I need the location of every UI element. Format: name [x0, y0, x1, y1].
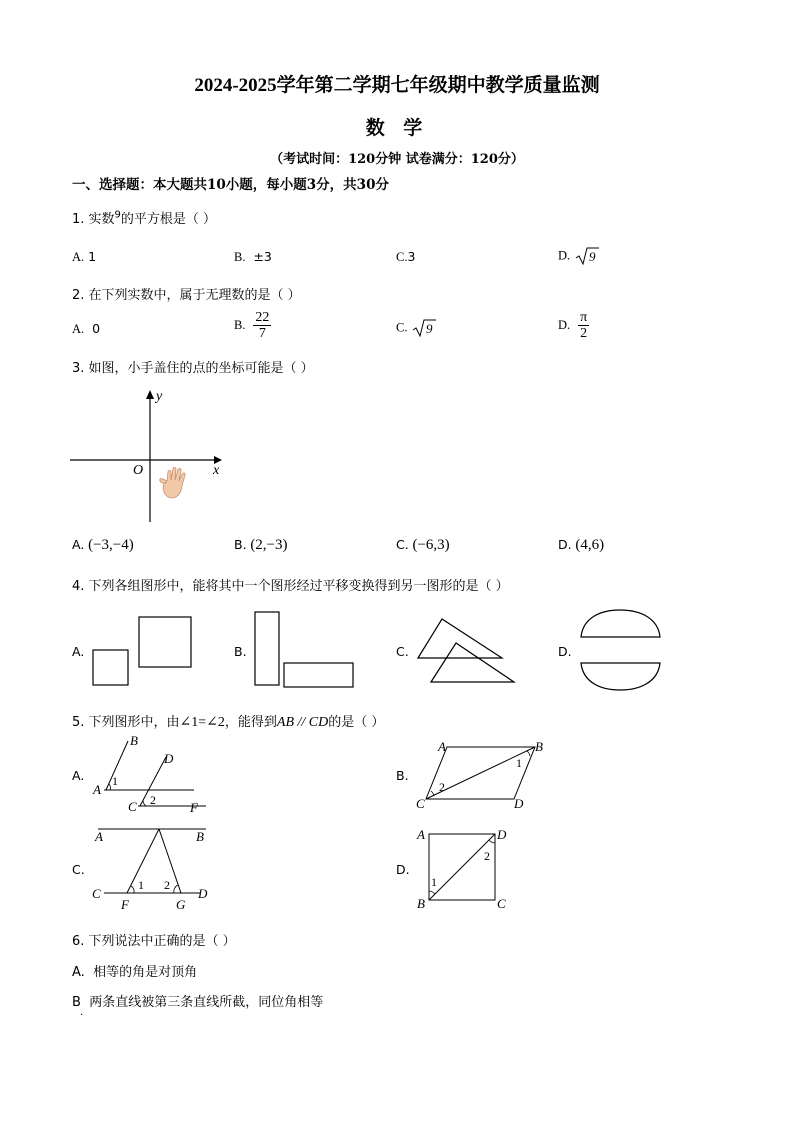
point-g: G: [176, 897, 186, 912]
option-label: D.: [558, 248, 571, 263]
angle-1: 1: [138, 878, 144, 892]
option-text: (2,−3): [250, 537, 288, 553]
triangle-upper: [418, 619, 502, 658]
q4-option-c-figure[interactable]: [414, 616, 520, 688]
point-c: C: [128, 799, 137, 814]
angle-2: 2: [150, 793, 156, 807]
fraction-numerator: 22: [255, 310, 270, 325]
point-b: B: [196, 829, 204, 844]
x-axis-label: x: [213, 463, 220, 478]
q5-stem-part: 5. 下列图形中，由: [72, 715, 180, 730]
q1-stem-number: 9: [114, 209, 121, 221]
option-label: B.: [234, 318, 246, 332]
q4-option-b-figure[interactable]: [250, 608, 360, 692]
option-label: A.: [72, 250, 85, 264]
option-label: C.: [396, 320, 408, 335]
small-square: [93, 650, 128, 685]
hand-icon: [160, 468, 185, 499]
option-text: (4,6): [575, 537, 605, 553]
y-axis-label: y: [156, 389, 163, 404]
y-axis-arrow-icon: [146, 390, 154, 399]
q6-option-b[interactable]: [72, 991, 323, 1010]
question-2-stem: 2. 在下列实数中，属于无理数的是（ ）: [72, 288, 301, 303]
option-text: 1: [88, 249, 97, 264]
q3-option-b[interactable]: [234, 537, 288, 554]
point-b: B: [130, 733, 138, 748]
angle-2: 2: [164, 878, 170, 892]
q2-option-b[interactable]: [234, 310, 271, 341]
point-c: C: [92, 886, 101, 901]
q3-option-c[interactable]: [396, 537, 450, 554]
point-c: C: [497, 896, 506, 911]
option-label: A.: [72, 322, 85, 336]
q5-stem-part: ，能得到: [224, 715, 277, 730]
fraction: [253, 310, 271, 341]
semicircle-lower: [581, 663, 660, 690]
section-title: 一、选择题：本大题共10小题，每小题3分，共30分: [72, 177, 389, 193]
question-3-stem: 3. 如图，小手盖住的点的坐标可能是（ ）: [72, 361, 314, 376]
sqrt-radicand: 9: [589, 249, 596, 264]
angle-1: 1: [516, 756, 522, 770]
q5-conclusion: AB // CD: [276, 715, 329, 730]
q2-option-c[interactable]: [396, 318, 437, 338]
point-d: D: [164, 751, 174, 766]
angle-1: 1: [112, 774, 118, 788]
q3-option-d[interactable]: [558, 537, 604, 554]
q1-option-d[interactable]: [558, 246, 600, 266]
exam-info: （考试时间：120分钟 试卷满分：120分）: [270, 152, 524, 167]
q2-option-a[interactable]: [72, 321, 100, 337]
point-c: C: [416, 796, 425, 811]
option-text: 0: [92, 321, 101, 336]
option-label: B: [72, 995, 81, 1010]
line-eg: [159, 829, 181, 893]
q1-option-c[interactable]: [396, 249, 415, 265]
large-square: [139, 617, 191, 667]
fraction: [578, 310, 589, 341]
option-label: B.: [234, 537, 247, 552]
q5-option-c-figure[interactable]: [88, 822, 218, 912]
q5-option-b-label[interactable]: B.: [396, 768, 409, 783]
fraction-numerator: π: [580, 310, 588, 325]
option-text: (−3,−4): [88, 537, 134, 553]
q2-option-d[interactable]: [558, 310, 589, 341]
question-4-stem: 4. 下列各组图形中，能将其中一个图形经过平移变换得到另一图形的是（ ）: [72, 579, 509, 594]
option-label: A.: [72, 965, 85, 980]
point-d: D: [497, 827, 507, 842]
point-d: D: [514, 796, 524, 811]
q5-option-d-label[interactable]: D.: [396, 862, 410, 877]
option-label: D.: [558, 318, 571, 332]
origin-label: O: [133, 463, 144, 478]
point-a: A: [438, 739, 446, 754]
point-f: F: [190, 800, 198, 815]
option-label: B.: [234, 250, 246, 264]
vertical-rectangle: [255, 612, 279, 685]
sqrt-icon: [574, 246, 600, 266]
q5-option-a-figure[interactable]: [88, 733, 218, 817]
sqrt-radicand: 9: [426, 321, 433, 336]
q4-option-c-label[interactable]: C.: [396, 644, 409, 659]
option-label: A.: [72, 537, 85, 552]
q5-option-b-figure[interactable]: [412, 736, 552, 814]
question-6-stem: 6. 下列说法中正确的是（ ）: [72, 934, 236, 949]
point-d: D: [198, 886, 208, 901]
subject-title: 数 学: [365, 117, 429, 139]
q4-option-d-figure[interactable]: [578, 608, 664, 694]
option-text: 两条直线被第三条直线所截，同位角相等: [89, 995, 324, 1010]
angle-2: 2: [484, 849, 490, 863]
q4-option-d-label[interactable]: D.: [558, 644, 572, 659]
q1-option-b[interactable]: [234, 249, 272, 265]
option-text: 相等的角是对顶角: [93, 965, 198, 980]
fraction-denominator: 2: [580, 326, 588, 341]
q5-option-a-label[interactable]: A.: [72, 768, 85, 783]
q6-option-a[interactable]: [72, 961, 197, 980]
option-text: ±3: [253, 249, 272, 264]
point-a: A: [95, 829, 103, 844]
q3-option-a[interactable]: [72, 537, 134, 554]
semicircle-upper: [581, 610, 660, 637]
option-label: C.: [396, 250, 408, 264]
q5-option-d-figure[interactable]: [412, 822, 522, 914]
footer-dot: .: [80, 1007, 84, 1018]
coordinate-figure: [68, 384, 233, 526]
fraction-denominator: 7: [258, 326, 266, 341]
angle-2: 2: [439, 780, 445, 794]
question-5-stem: [72, 711, 384, 731]
option-label: C.: [396, 537, 409, 552]
q4-option-b-label[interactable]: B.: [234, 644, 247, 659]
sqrt-icon: [411, 318, 437, 338]
q5-option-c-label[interactable]: C.: [72, 862, 85, 877]
q5-condition: ∠1=∠2: [179, 715, 225, 730]
horizontal-rectangle: [284, 663, 353, 687]
q4-option-a-label[interactable]: A.: [72, 644, 85, 659]
point-b: B: [535, 739, 543, 754]
q5-stem-part: 的是（ ）: [328, 715, 385, 730]
q1-stem-part: 1. 实数: [72, 212, 115, 227]
point-b: B: [417, 896, 425, 911]
point-a: A: [417, 827, 425, 842]
q4-option-a-figure[interactable]: [90, 612, 196, 690]
triangle-lower: [431, 643, 514, 682]
q1-option-a[interactable]: [72, 249, 96, 265]
option-label: D.: [558, 537, 572, 552]
point-a: A: [93, 782, 101, 797]
q1-stem-part: 的平方根是（ ）: [120, 212, 217, 227]
angle-1: 1: [431, 875, 437, 889]
option-text: 3: [407, 249, 416, 264]
question-1-stem: [72, 208, 216, 227]
diagonal-bd: [429, 834, 495, 900]
option-text: (−6,3): [412, 537, 450, 553]
exam-title: 2024-2025学年第二学期七年级期中教学质量监测: [194, 75, 600, 96]
point-f: F: [121, 897, 129, 912]
